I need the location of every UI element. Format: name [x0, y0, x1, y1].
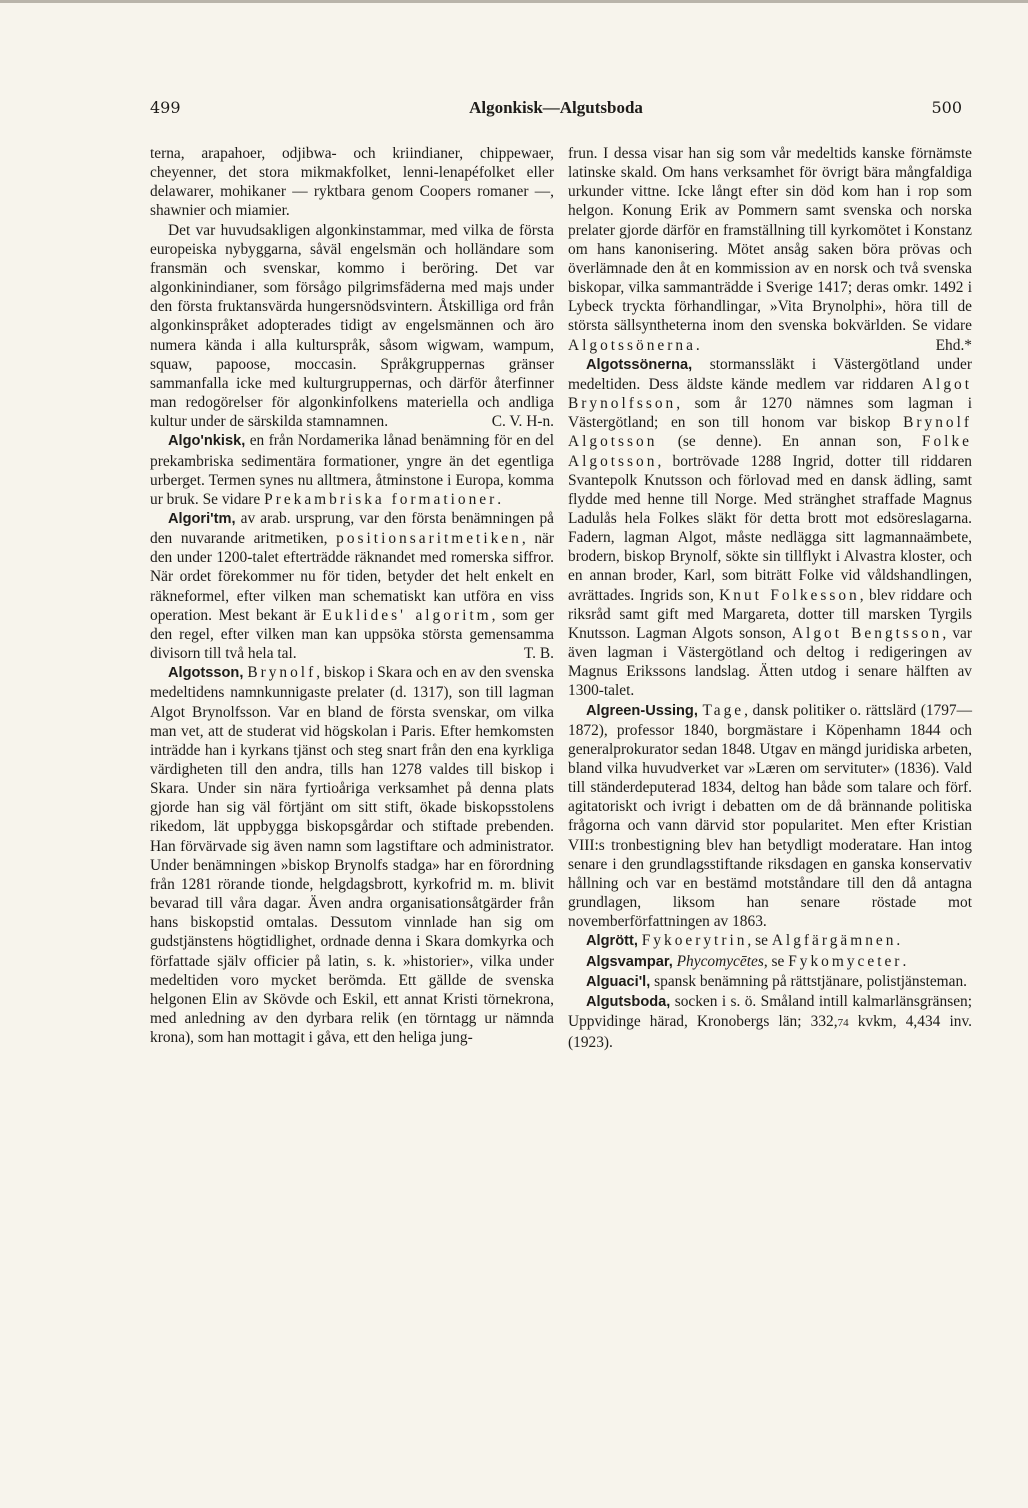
spaced-term: Brynolf Algotsson [568, 414, 972, 451]
page-header [150, 98, 962, 122]
latin-term: Phycomycētes [676, 952, 764, 970]
entry-continuation: frun. I dessa visar han sig som vår medeltids kanske förnämste latinske skald. Om hans verksamhet för övrigt bära mångfaldiga urkunder vittne. Icke långt efter sin död kom han i rop som helgon. Konung Erik av Pommern samt svenska och norska prelater gjorde därför en framställning till kyrkomötet i Konstanz om hans kanonisering. Mötet ansåg saken böra prövas och överlämnade den åt en kommission av en norsk och två svenska biskopar, vilka sammanträdde i Sverige 1417; deras omkr. 1492 i Lybeck tryckta förhandlingar, »Vita Brynolphi», höra till de största sällsyntheterna inom den svenska bokvärlden. Se vidare Algotssönerna. Ehd.* [568, 145, 972, 354]
spaced-term: Algot Bengtsson [791, 624, 943, 642]
entry-alguacil: Alguaci'l, spansk benämning på rättstjänare, polistjänsteman. [586, 972, 968, 990]
entry-algotsson: Algotsson, Brynolf, biskop i Skara och en av den svenska medeltidens namnkunnigaste prelater (d. 1317), son till lagman Algot Brynolfsson. Var en bland de första svenskar, om vilka man vet, att de studerat vid högskolan i Paris. Efter hemkomsten inträdde han i kyrkans tjänst och steg snart från den ena kyrkliga värdigheten till den andra, tills han 1278 valdes till biskop i Skara. Under sin nära fyrtioåriga verksamhet på denna plats gjorde han sig väl förtjänt om sitt stift, ökade biskopsstolens rikedom, lät uppbygga biskopsgårdar och stiftade prebenden. Han förvärvade sig även namn som lagstiftare och administrator. Under benämningen »biskop Brynolfs stadga» har en förordning från 1281 rörande tionde, helgdagsbrott, kyrkofrid m. m. blivit bevarad till våra dagar. Även andra organisationsåtgärder från hans biskopstid omtalas. Dessutom vinnlade han sig om gudstjänstens högtidlighet, ordnade denna i Skara domkyrka och författade själv officier på latin, s. k. »historier», vilka under medeltiden voro mycket berömda. Ett gällde de svenska helgonen Elin av Skövde och Eskil, ett annat Kristi törnekrona, med anledning av den dyrbara relik (en törntagg ur nämnda krona), som han mottagit i gåva, ett den heliga jung- [150, 664, 554, 1047]
entry-algrott: Algrött, Fykoerytrin, se Algfärgämnen. [586, 932, 901, 950]
spaced-term: Euklides' algoritm [322, 606, 492, 624]
author-signature: Ehd.* [935, 336, 972, 354]
page-number-right: 500 [931, 98, 962, 117]
spaced-term: Tage [702, 701, 745, 719]
decimal-digits: 74 [837, 1017, 849, 1030]
entry-algsvampar: Algsvampar, Phycomycētes, se Fykomyceter. [586, 952, 907, 970]
entry-algotssonerna: Algotssönerna, stormanssläkt i Västergötland under medeltiden. Dess äldste kände medlem var riddaren Algot Brynolfsson, som år 1270 nämnes som lagman i Västergötland; en son till honom var biskop Brynolf Algotsson (se denne). En annan son, Folke Algotsson, bortrövade 1288 Ingrid, dotter till riddaren Svantepolk Knutsson och förlovad med en dansk ädling, samt flydde med henne till Norge. Med stränghet straffade Magnus Ladulås hela Folkes släkt för detta brott mot edsöreslagarna. Fadern, lagman Algot, måste nedlägga sitt lagmannaämbete, brodern, biskop Brynolf, sökte sin tillflykt i Alvastra kloster, och en annan broder, Karl, som biträtt Folke vid våldshandlingen, avrättades. Ingrids son, Knut Folkesson, blev riddare och riksråd samt gift med Margareta, dotter till marsken Tyrgils Knutsson. Lagman Algots sonson, Algot Bengtsson, var även lagman i Västergötland och deltog i redigeringen av Magnus Erikssons landslag. Ätten utdog i senare hälften av 1300-talet. [568, 355, 972, 700]
headword: Algori'tm, [168, 510, 236, 527]
cross-reference: Prekambriska formationer [264, 490, 498, 508]
spaced-term: positionsaritmetiken [336, 530, 522, 548]
author-signature: C. V. H-n. [491, 413, 554, 431]
headword: Algotssönerna, [586, 356, 693, 373]
spaced-term: Algot Brynolfsson [568, 375, 972, 413]
right-column [568, 144, 972, 1052]
headword: Algotsson, [168, 665, 244, 682]
running-title: Algonkisk—Algutsboda [469, 98, 643, 117]
headword: Algreen-Ussing, [586, 702, 698, 719]
cross-reference: Algfärgämnen [771, 932, 897, 950]
entry-algreen-ussing: Algreen-Ussing, Tage, dansk politiker o. rättslärd (1797—1872), professor 1840, borgmästare i Köpenhamn 1844 och generalprokurator sedan 1848. Utgav en mängd juridiska arbeten, bland vilka huvudverket var »Læren om servituter» (1836). Vald till ständerdeputerad 1834, deltog han både som talare och förf. agitatoriskt och ivrigt i debatten om de då brännande politiska frågorna och vann därvid stor popularitet. Men efter Kristian VIII:s tronbestigning blev han betydligt moderatare. Han intog senare i den grundlagsstiftande riksdagen en ganska konservativ hållning och var en bestämd motståndare till den då antagna grundlagen, liksom han senare röstade mot novemberförfattningen av 1863. [568, 701, 972, 931]
headword: Algsvampar, [586, 953, 673, 970]
page-number-left: 499 [150, 98, 181, 117]
headword: Algo'nkisk, [168, 433, 246, 450]
cross-reference: Fykomyceter [788, 952, 903, 970]
headword: Algrött, [586, 933, 638, 950]
left-column [150, 144, 554, 1047]
scan-top-edge [0, 0, 1028, 3]
author-signature: T. B. [523, 645, 554, 663]
headword: Alguaci'l, [586, 973, 651, 990]
spaced-term: Brynolf [247, 664, 317, 682]
headword: Algutsboda, [586, 993, 671, 1010]
spaced-term: Fykoerytrin [641, 932, 748, 950]
cross-reference: Algotssönerna [568, 336, 696, 354]
entry-algonkisk: Algo'nkisk, en från Nordamerika lånad benämning för en del prekambriska sedimentära formationer, yngre än det egentliga urberget. Termen synes nu alltmera, åtminstone i Europa, komma ur bruk. Se vidare Prekambriska formationer. [150, 432, 554, 508]
entry-paragraph: Det var huvudsakligen algonkinstammar, med vilka de första europeiska nybyggarna, såväl engelsmän och holländare som fransmän och svenskar, kommo i beröring. Det var algonkinindianer, som försågo pilgrimsfäderna med majs under den första fruktansvärda hungersnödsvintern. Åtskilliga ord från algonkinspråket adopterades tidigt av engelsmännen och äro numera kända i alla kulturspråk, såsom wigwam, wampum, squaw, papoose, moccasin. Språkgruppernas gränser sammanfalla icke med kulturgruppernas, och därför återfinner man redogörelser för algonkinfolkens materiella och andliga kultur under de särskilda stamnamnen. C. V. H-n. [150, 221, 554, 431]
entry-algutsboda: Algutsboda, socken i s. ö. Småland intill kalmarlänsgränsen; Uppvidinge härad, Kronobergs län; 332,74 kvkm, 4,434 inv. (1923). [568, 992, 972, 1052]
spaced-term: Knut Folkesson [719, 586, 860, 604]
spaced-term: Folke Algotsson [568, 433, 972, 470]
entry-algoritm: Algori'tm, av arab. ursprung, var den första benämningen på den nuvarande aritmetiken, positionsaritmetiken, när den under 1200-talet efterträdde räknandet med romerska siffror. När ordet förekommer nu för tiden, betyder det helt enkelt en räkneformel, efter vilken man schematiskt kan utföra en viss operation. Mest bekant är Euklides' algoritm, som ger den regel, efter vilken man kan uppsöka största gemensamma divisorn till två hela tal. T. B. [150, 509, 554, 663]
entry-continuation: terna, arapahoer, odjibwa- och kriindianer, chippewaer, cheyenner, det stora mikmakfolket, lenni-lenapéfolket eller delawarer, mohikaner — ryktbara genom Coopers romaner —, shawnier och miamier. [150, 145, 554, 220]
